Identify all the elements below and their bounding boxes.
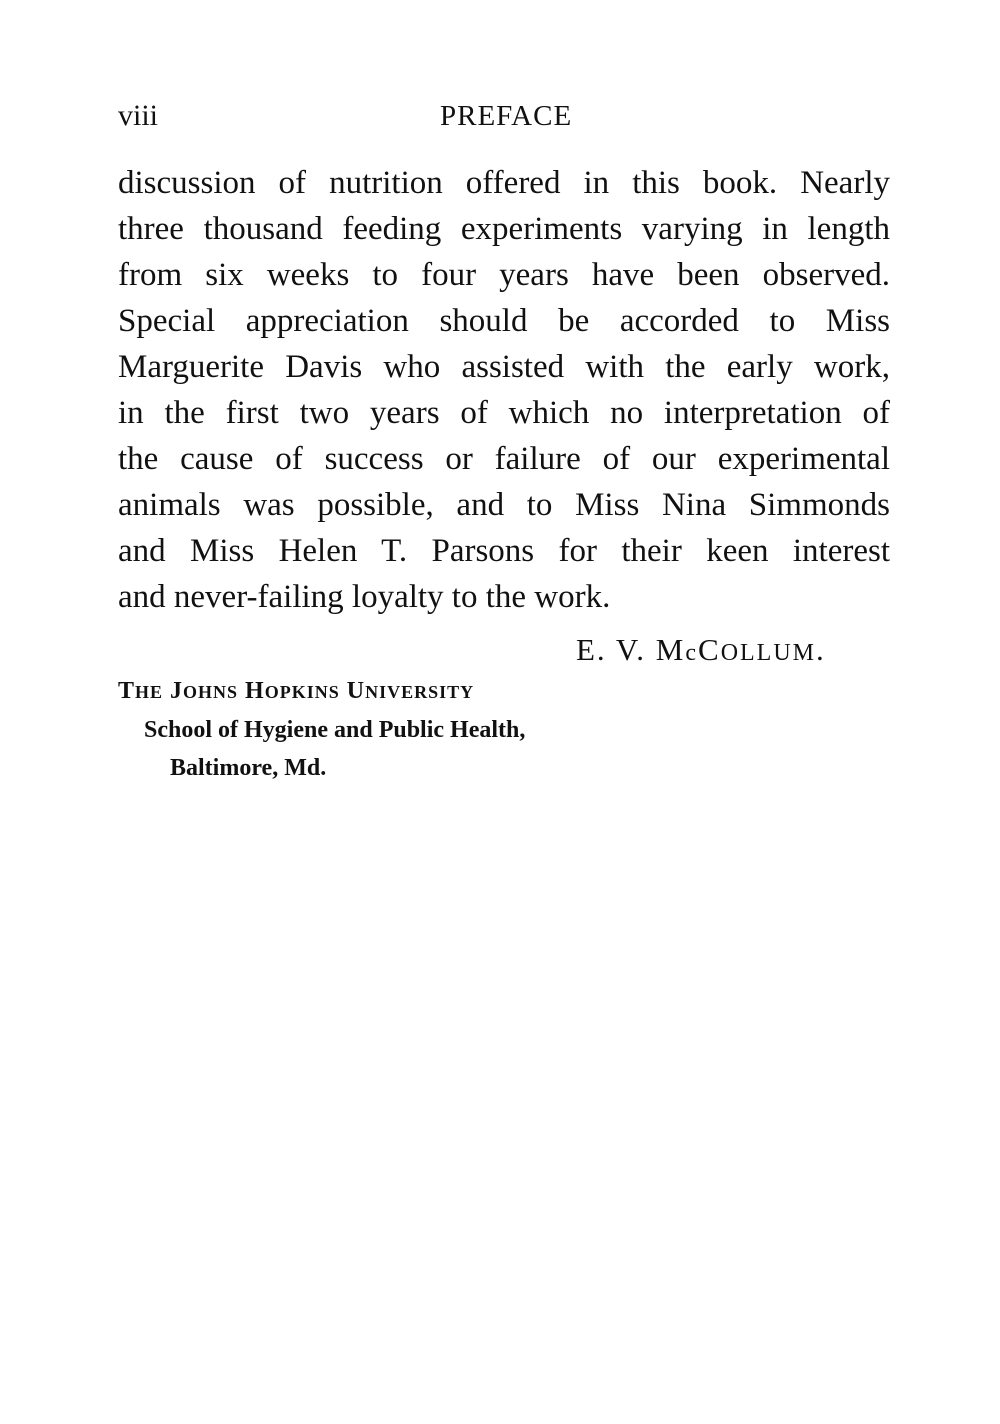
institution-part: HE xyxy=(135,682,164,702)
paragraph-line: the cause of success or failure of our experimental xyxy=(118,441,890,477)
school-name: School of Hygiene and Public Health, xyxy=(144,717,526,743)
signature-surname-cap-1: c xyxy=(685,640,698,666)
paragraph-line: from six weeks to four years have been observed. xyxy=(118,257,890,293)
institution-part: H xyxy=(238,678,265,704)
institution-part: T xyxy=(118,678,136,704)
paragraph-line: and never-failing loyalty to the work. xyxy=(118,579,611,615)
paragraph-line: Special appreciation should be accorded to Miss xyxy=(118,303,890,339)
running-head xyxy=(118,96,890,136)
institution-part: U xyxy=(339,678,366,704)
preface-paragraph xyxy=(118,160,890,620)
signature-initials: E. V. M xyxy=(576,632,686,667)
institution-part: J xyxy=(163,678,184,704)
author-affiliation xyxy=(118,672,678,787)
signature-surname-cap-2: C xyxy=(698,632,721,667)
paragraph-line: three thousand feeding experiments varying in length xyxy=(118,211,890,247)
page-number: viii xyxy=(118,99,159,132)
author-signature xyxy=(576,627,826,676)
institution-part: NIVERSITY xyxy=(365,682,475,702)
institution-name xyxy=(118,672,678,711)
paragraph-line: discussion of nutrition offered in this book. Nearly xyxy=(118,165,890,201)
paragraph-line: in the first two years of which no interpretation of xyxy=(118,395,890,431)
signature-period: . xyxy=(816,632,826,667)
institution-part: OPKINS xyxy=(264,682,340,702)
paragraph-line: animals was possible, and to Miss Nina Simmonds xyxy=(118,487,890,523)
institution-part: OHNS xyxy=(183,682,239,702)
signature-surname-rest: OLLUM xyxy=(720,640,817,666)
paragraph-line: and Miss Helen T. Parsons for their keen interest xyxy=(118,533,890,569)
city-name: Baltimore, Md. xyxy=(170,755,327,781)
running-title: PREFACE xyxy=(440,100,573,132)
paragraph-line: Marguerite Davis who assisted with the early work, xyxy=(118,349,890,385)
